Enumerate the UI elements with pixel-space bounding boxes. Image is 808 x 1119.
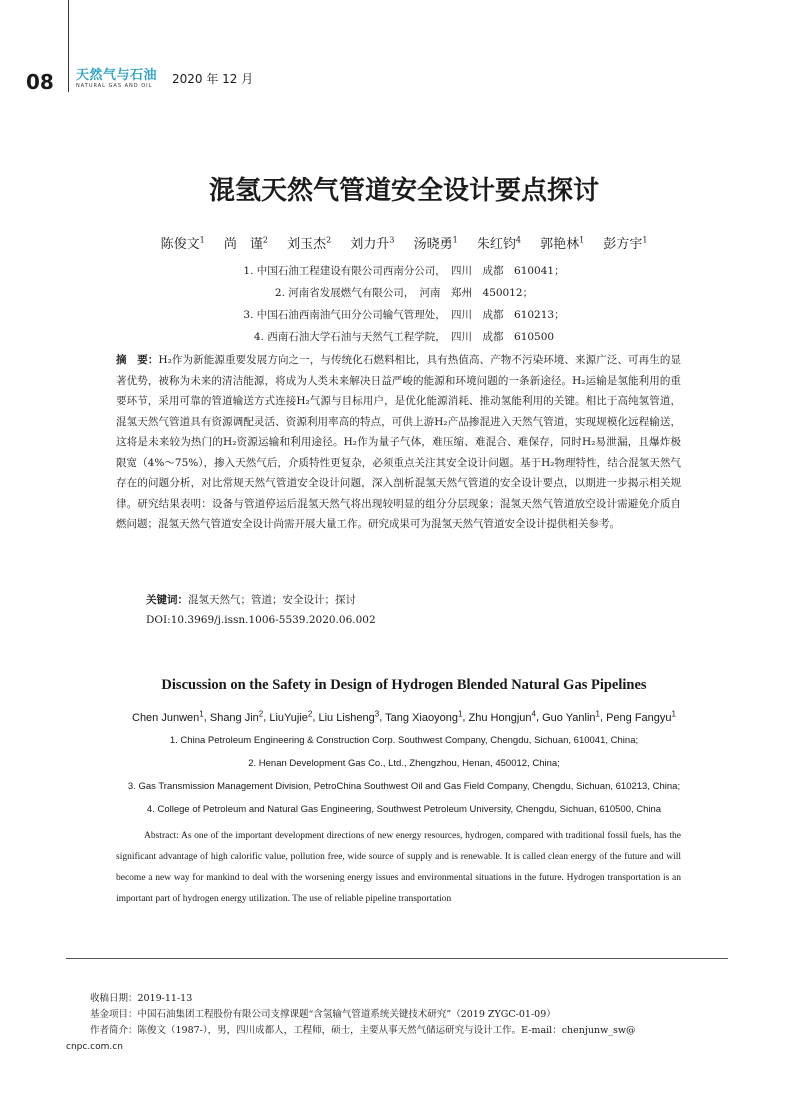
author-cn: 陈俊文$^1$ <box>160 235 205 252</box>
journal-name-cn: 天然气与石油 <box>76 68 158 83</box>
affiliation-en: 4. College of Petroleum and Natural Gas Engineering, Southwest Petroleum University, Chengdu, Sichuan, 610500, China <box>146 804 662 815</box>
affiliation-cn: 4. 西南石油大学石油与天然气工程学院， 四川 成都 610500 <box>253 331 555 343</box>
affiliation-cn: 3. 中国石油西南油气田分公司输气管理处， 四川 成都 610213； <box>243 309 565 321</box>
author-cn: 彭方宇$^1$ <box>603 235 648 252</box>
author-en: LiuYujie$^2$ <box>269 709 313 724</box>
affiliation-cn: 1. 中国石油工程建设有限公司西南分公司， 四川 成都 610041； <box>243 265 565 277</box>
journal-logo <box>76 64 157 89</box>
received-date: 收稿日期：2019-11-13 <box>90 993 193 1004</box>
footnotes <box>90 991 790 1039</box>
author-en: Chen Junwen$^1$ <box>132 709 204 724</box>
site-url: cnpc.com.cn <box>66 1042 123 1052</box>
author-cn: 尚 谨$^2$ <box>223 235 268 252</box>
abstract-cn-text: H₂作为新能源重要发展方向之一，与传统化石燃料相比，具有热值高、产物不污染环境、来源广泛、可再生的显著优势，被称为未来的清洁能源，将成为人类未来解决日益严峻的能源和环境问题的一条新途径。H₂运输是氢能利用的重要环节，采用可靠的管道输送方式连接H₂气源与目标用户，是优化能源消耗、推动氢能利用的关键。相比于高纯氢管道，混氢天然气管道具有资源调配灵活、资源利用率高的特点，可供上游H₂产品掺混进入天然气管道，实现规模化远程输送，这将是未来较为热门的H₂资源运输和利用途径。H₂作为量子气体，难压缩、难混合、难保存，同时H₂易泄漏，且爆炸极限宽（4%～75%），掺入天然气后，介质特性更复杂，必须重点关注其安全设计问题。基于H₂物理特性，结合混氢天然气存在的问题分析，对比常规天然气管道安全设计问题，深入剖析混氢天然气管道的安全设计要点，以期进一步揭示相关规律。研究结果表明：设备与管道停运后混氢天然气将出现较明显的组分分层现象；混氢天然气管道放空设计需避免介质自燃问题；混氢天然气管道安全设计尚需开展大量工作。研究成果可为混氢天然气管道安全设计提供相关参考。 <box>116 354 681 530</box>
doi: DOI:10.3969/j.issn.1006-5539.2020.06.002 <box>146 614 376 626</box>
author-en: Tang Xiaoyong$^1$ <box>385 709 463 724</box>
author-cn: 刘力升$^3$ <box>350 235 395 252</box>
author-en: Guo Yanlin$^1$ <box>542 709 600 724</box>
author-en: Shang Jin$^2$ <box>209 709 264 724</box>
abstract-en-text: As one of the important development directions of new energy resources, hydrogen, compared with traditional fossil fuels, has the significant advantage of high calorific value, pollution free, wide source of supply and is renewable. It is called clean energy of the future and will become a new way for mankind to deal with the worsening energy issues and environmental situations in the future. Hydrogen transportation is an important part of hydrogen energy utilization. The use of reliable pipeline transportation <box>116 831 681 904</box>
abstract-cn <box>116 350 681 535</box>
affiliation-en: 2. Henan Development Gas Co., Ltd., Zhengzhou, Henan, 450012, China; <box>248 758 560 769</box>
affiliation-en: 3. Gas Transmission Management Division, PetroChina Southwest Oil and Gas Field Company, Chengdu, Sichuan, 610213, China; <box>127 781 681 792</box>
affiliations-en <box>0 729 808 821</box>
page-title-en: Discussion on the Safety in Design of Hydrogen Blended Natural Gas Pipelines <box>161 677 647 693</box>
abstract-en <box>116 826 681 910</box>
fund-project: 基金项目：中国石油集团工程股份有限公司支撑课题“含氢输气管道系统关键技术研究”（2019 ZYGC-01-09） <box>90 1009 556 1020</box>
author-cn: 郭艳林$^1$ <box>540 235 585 252</box>
authors-cn <box>0 233 808 252</box>
keywords-cn-label: 关键词： <box>146 594 188 606</box>
keywords-cn <box>146 592 356 607</box>
authors-en: Chen Junwen$^1$, Shang Jin$^2$, LiuYujie$^2$, Liu Lisheng$^3$, Tang Xiaoyong$^1$, Zhu Hongjun$^4$, Guo Yanlin$^1$, Peng Fangyu$^1$ <box>132 709 676 724</box>
page-number: 08 <box>26 70 54 94</box>
affiliation-cn: 2. 河南省发展燃气有限公司， 河南 郑州 450012； <box>274 287 534 299</box>
abstract-en-label: Abstract: <box>144 831 179 841</box>
keywords-cn-text: 混氢天然气；管道；安全设计；探讨 <box>188 594 356 606</box>
author-en: Peng Fangyu$^1$ <box>606 709 676 724</box>
author-en: Zhu Hongjun$^4$ <box>468 709 536 724</box>
journal-name-en: NATURAL GAS AND OIL <box>76 83 153 89</box>
author-cn: 汤晓勇$^1$ <box>413 235 458 252</box>
author-bio: 作者简介：陈俊文（1987-），男，四川成都人，工程师，硕士，主要从事天然气储运研究与设计工作。E-mail：chenjunw_sw@ <box>90 1025 636 1036</box>
page-title-cn: 混氢天然气管道安全设计要点探讨 <box>208 176 599 206</box>
header-divider <box>68 0 69 92</box>
affiliation-en: 1. China Petroleum Engineering & Construction Corp. Southwest Company, Chengdu, Sichuan, 610041, China; <box>169 735 639 746</box>
author-en: Liu Lisheng$^3$ <box>318 709 380 724</box>
abstract-cn-label: 摘 要： <box>116 354 159 366</box>
author-cn: 刘玉杰$^2$ <box>287 235 332 252</box>
issue-date: 2020 年 12 月 <box>172 72 254 86</box>
author-cn: 朱红钧$^4$ <box>476 235 521 252</box>
affiliations-cn <box>0 260 808 348</box>
footnote-divider <box>66 958 728 959</box>
